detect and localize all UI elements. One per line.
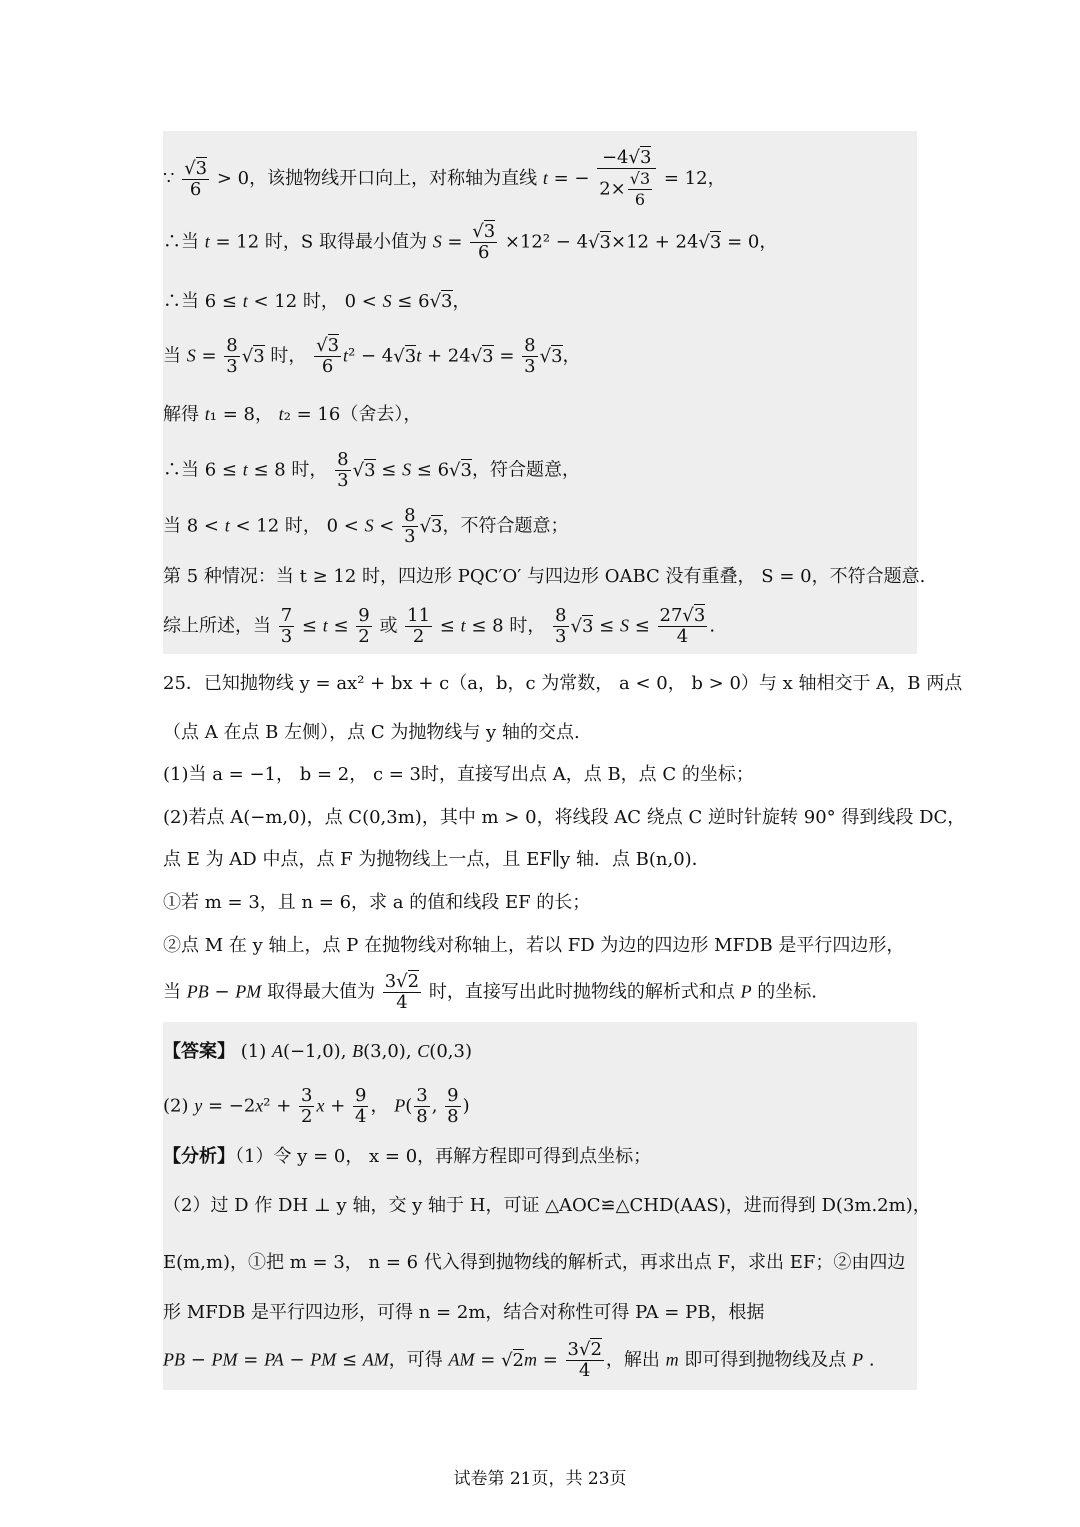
question-line-7: ②点 M 在 y 轴上，点 P 在抛物线对称轴上，若以 FD 为边的四边形 MFDB 是平行四边形， (163, 935, 905, 956)
answer-label: 【答案】 (163, 1041, 235, 1062)
question-line-5: 点 E 为 AD 中点，点 F 为抛物线上一点，且 EF∥y 轴．点 B(n,0)． (163, 849, 710, 870)
page-footer: 试卷第 21页，共 23页 (453, 1469, 627, 1489)
analysis-label: 【分析】 (163, 1146, 235, 1167)
solution-line-2: ∴当 t = 12 时，S 取得最小值为 S = √ $\frac{3}{6}$ ×12² − 4√ 3×12 + 24√ 3 = 0， (163, 222, 777, 263)
question-line-4: (2)若点 A(−m,0)，点 C(0,3m)，其中 m > 0，将线段 AC 绕点 C 逆时针旋转 90° 得到线段 DC， (163, 807, 966, 828)
solution-line-5: 解得 t₁ = 8， t₂ = 16（舍去）， (163, 404, 422, 425)
solution-line-7: 当 8 < t < 12 时， 0 < S < $\frac{8}{3}$ √ 3，不符合题意； (163, 506, 569, 547)
question-line-3: (1)当 a = −1， b = 2， c = 3时，直接写出点 A，点 B，点 C 的坐标； (163, 764, 754, 785)
solution-line-6: ∴当 6 ≤ t ≤ 8 时， $\frac{8}{3}$ √ 3 ≤ S ≤ 6√ 3，符合题意， (163, 450, 580, 491)
question-line-6: ①若 m = 3，且 n = 6，求 a 的值和线段 EF 的长； (163, 892, 591, 913)
solution-line-4: 当 S = $\frac{8}{3}$ √ 3 时， √ $\frac{3}{6}$ t² − 4√ 3t + 24√ 3 = $\frac{8}{3}$ √ 3， (163, 336, 581, 377)
analysis-line-5: PB − PM = PA − PM ≤ AM，可得 AM = √ 2m = $\frac{3√ 2}{4}$ ，解出 m 即可得到抛物线及点 P . (163, 1340, 875, 1381)
question-line-1: 25．已知抛物线 y = ax² + bx + c（a，b，c 为常数， a < 0， b > 0）与 x 轴相交于 A，B 两点 (163, 673, 963, 694)
analysis-line-1: 【分析】（1）令 y = 0， x = 0，再解方程即可得到点坐标； (163, 1146, 652, 1167)
analysis-line-4: 形 MFDB 是平行四边形，可得 n = 2m，结合对称性可得 PA = PB，根据 (163, 1302, 765, 1323)
question-line-8: 当 PB − PM 取得最大值为 $\frac{3√ 2}{4}$ 时，直接写出此时抛物线的解析式和点 P 的坐标. (163, 972, 817, 1013)
question-line-2: （点 A 在点 B 左侧），点 C 为抛物线与 y 轴的交点. (163, 722, 580, 743)
solution-line-1: ∵ √ $\frac{3}{6}$ > 0，该抛物线开口向上，对称轴为直线 t = − −4√ 3 2× √ $\frac{3}{6}$ = 12， (163, 148, 726, 210)
answer-line-2: (2) y = −2x² + $\frac{3}{2}$ x + $\frac{9}{4}$ ， P( $\frac{3}{8}$ , $\frac{9}{8}$ ) (163, 1085, 470, 1127)
solution-line-9: 综上所述，当 $\frac{7}{3}$ ≤ t ≤ $\frac{9}{2}$ 或 $\frac{11}{2}$ ≤ t ≤ 8 时， $\frac{8}{3}$ √ 3 ≤ S ≤ $\frac{27√ 3}{4}$ . (163, 606, 715, 647)
analysis-line-2: （2）过 D 作 DH ⊥ y 轴，交 y 轴于 H，可证 △AOC≌△CHD(AAS)，进而得到 D(3m.2m)， (163, 1195, 931, 1216)
solution-line-3: ∴当 6 ≤ t < 12 时， 0 < S ≤ 6√ 3， (163, 290, 471, 313)
answer-line-1: 【答案】 (1) A(−1,0), B(3,0), C(0,3) (163, 1041, 472, 1062)
analysis-line-3: E(m,m)，①把 m = 3， n = 6 代入得到抛物线的解析式，再求出点 F，求出 EF；②由四边 (163, 1252, 906, 1273)
solution-line-8: 第 5 种情况：当 t ≥ 12 时，四边形 PQC′O′ 与四边形 OABC 没有重叠， S = 0，不符合题意. (163, 566, 926, 587)
